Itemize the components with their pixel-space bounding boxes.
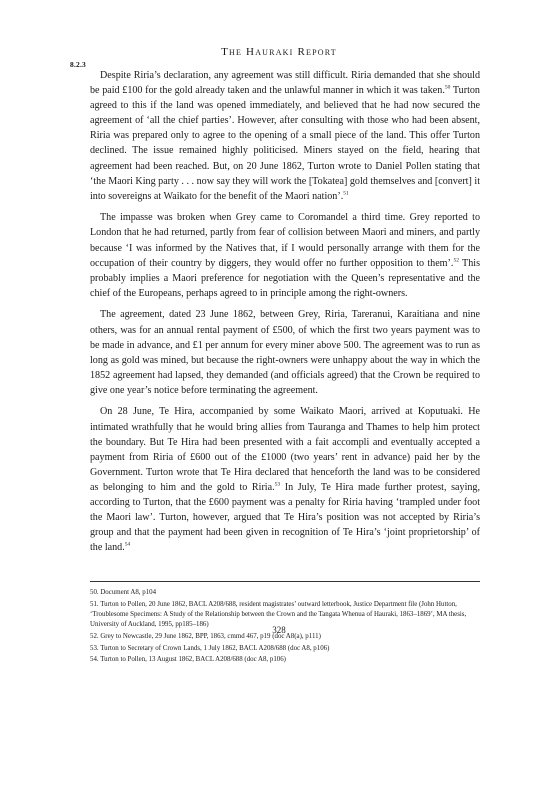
footnote-ref: 52: [453, 257, 459, 264]
paragraph-text: In July, Te Hira made further protest, saying, according to Turton, that the £600 payment was a penalty for Riria having ‘trampled under foot the Maori law’. Turton, however, argued that Te Hira’s position was not accepted by Riria’s group and that the payment had been given in recognition of Te Hira’s ‘joint proprietorship’ of the land.: [90, 481, 480, 554]
running-head: The Hauraki Report: [221, 46, 337, 58]
paragraph-text: On 28 June, Te Hira, accompanied by some Waikato Maori, arrived at Koputuaki. He intimated wrathfully that he would bring allies from Tauranga and Thames to help him protect the boundary. But Te Hira had been presented with a fait accompli and eventually accepted a payment from Riria of £600 out of the £1000 (two years’ rent in advance) paid her by the Government. Turton wrote that Te Hira declared that henceforth the land was to be considered as belonging to him and the gold to Riria.: [90, 406, 480, 493]
footnote-ref: 53: [274, 481, 281, 488]
footnote: 50. Document A8, p104: [90, 589, 157, 596]
footnote: 54. Turton to Pollen, 13 August 1862, BACL A208/688 (doc A8, p106): [90, 656, 286, 664]
section-number: 8.2.3: [70, 60, 86, 69]
footnote: 52. Grey to Newcastle, 29 June 1862, BPP, 1863, cmmd 467, p19 (doc A8(a), p111): [90, 633, 321, 640]
paragraph-text: Despite Riria’s declaration, any agreement was still difficult. Riria demanded that she should be paid £100 for the gold already taken and the unlawful manner in which it was taken.: [90, 70, 480, 97]
paragraph-text: The impasse was broken when Grey came to Coromandel a third time. Grey reported to London that he had returned, partly from fear of collision between Maori and miners, and partly because ‘I was informed by the Natives that, if I would personally arrange with them for the occupation of their country by diggers, they would offer no further opposition to them’.: [90, 212, 480, 269]
footnote: 51. Turton to Pollen, 20 June 1862, BACL A208/688, resident magistrates’ outward letterbook, Justice Department file (John Hutton, ‘Troublesome Specimens: A Study of the Relationship between the Crown and the Tangata Whenua of Hauraki, 1863–1869’, MA thesis, University of Auckland, 1995, pp185–186): [90, 600, 467, 629]
body-text: [90, 68, 480, 562]
footnote-ref: 51: [343, 190, 349, 197]
paragraph: [90, 210, 480, 301]
paragraph: [90, 307, 480, 398]
page-number: 328: [272, 625, 286, 635]
footnote: 53. Turton to Secretary of Crown Lands, 1 July 1862, BACL A208/688 (doc A8, p106): [90, 644, 330, 652]
footnote-ref: 54: [124, 541, 131, 548]
footnote-divider: [90, 581, 480, 582]
paragraph-text: Turton agreed to this if the land was opened immediately, and believed that he had now secured the agreement of ‘all the chief parties’. However, after consulting with those who had been absent, Riria was prepared only to agree to the opening of a small piece of the land. This offer Turton declined. The issue remained highly politicised. Miners stayed on the field, hearing that agreement had been reached. But, on 20 June 1862, Turton wrote to Daniel Pollen stating that ‘the Maori King party . . . now say they will work the [Tokatea] gold themselves and [convert] it into sovereigns at Waikato for the benefit of the Maori nation’.: [90, 85, 480, 202]
paragraph-text: The agreement, dated 23 June 1862, between Grey, Riria, Tareranui, Karaitiana and nine others, was for an annual rental payment of £500, of which the first two years payment was to be made in advance, and £1 per annum for every miner above 500. The agreement was to run as long as gold was mined, but because the right-owners were unhappy about the way in which the 1852 agreement had lapsed, they demanded (and officials agreed) that the Crown be required to give one year’s notice before terminating the agreement.: [90, 309, 480, 396]
paragraph: [90, 68, 480, 204]
paragraph: [90, 404, 480, 555]
footnote-ref: 50: [444, 84, 451, 91]
paragraph-text: This probably implies a Maori preference for negotiation with the Queen’s representative and the chief of the Europeans, perhaps agreed to in principle among the right-owners.: [90, 257, 481, 299]
